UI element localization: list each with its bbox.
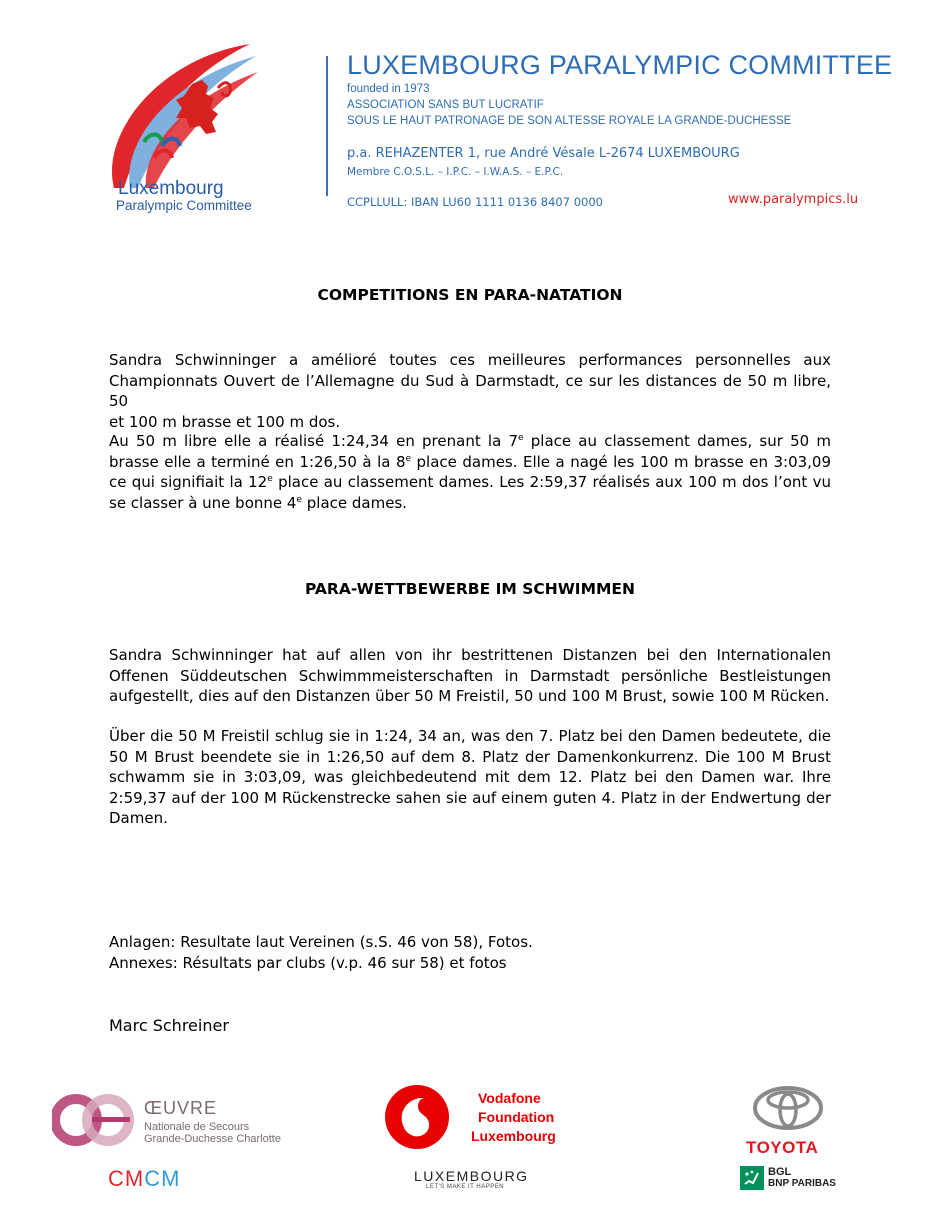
text-line: Au 50 m libre elle a réalisé 1:24,34 en prenant la 7e place au classement dames, sur 50 m [109,432,832,450]
bnp-text: BNP PARIBAS [768,1178,836,1189]
oeuvre-title: ŒUVRE [144,1098,218,1118]
text-line: schwamm sie in 3:03,09, was gleichbedeutend mit dem 12. Platz bei den Damen war. Ihre [109,768,831,786]
cmcm-logo [108,1166,180,1192]
oeuvre-subtitle-1: Nationale de Secours [144,1121,250,1133]
toyota-emblem-icon [752,1086,824,1130]
german-paragraph-1 [109,645,831,707]
text-line: Über die 50 M Freistil schlug sie in 1:24, 34 an, was den 7. Platz bei den Damen bedeutete, die [109,727,831,745]
bgl-text: BGL [768,1166,792,1178]
logo-text-committee: Paralympic Committee [116,198,252,213]
address-line: p.a. REHAZENTER 1, rue André Vésale L-2674 LUXEMBOURG [347,146,740,161]
german-paragraph-2 [109,726,831,829]
german-heading: PARA-WETTBEWERBE IM SCHWIMMEN [305,580,635,598]
members-line: Membre C.O.S.L. – I.P.C. – I.W.A.S. – E.P.C. [347,166,564,178]
bnp-stars-icon [740,1166,764,1190]
toyota-logo [746,1086,836,1158]
luxembourg-brand-logo [414,1168,534,1190]
vodafone-foundation-logo [384,1084,584,1154]
french-paragraph-2 [109,431,831,513]
text-line: ce qui signifiait la 12e place au classement dames. Les 2:59,37 réalisés aux 100 m dos l’ont vu [109,473,831,491]
logo-text-luxembourg: Luxembourg [118,178,224,199]
text-line: Sandra Schwinninger hat auf allen von ihr bestrittenen Distanzen bei den Internationalen [109,646,831,664]
oe-ligature-icon [52,1092,136,1148]
vodafone-speechmark-icon [384,1084,450,1150]
founded-line: founded in 1973 [347,83,430,95]
luxembourg-brand-text: LUXEMBOURG [414,1168,529,1184]
attachments-german: Anlagen: Resultate laut Vereinen (s.S. 46 von 58), Fotos. [109,933,533,951]
text-line: brasse elle a terminé en 1:26,50 à la 8e place dames. Elle a nagé les 100 m brasse en 3:03,09 [109,452,832,471]
iban-line: CCPLLULL: IBAN LU60 1111 0136 8407 0000 [347,195,603,209]
luxembourg-brand-slogan: LET'S MAKE IT HAPPEN [426,1184,505,1190]
french-paragraph-1 [109,350,831,432]
text-line: Championnats Ouvert de l’Allemagne du Sud à Darmstadt, ce sur les distances de 50 m libre, 50 [109,371,831,410]
paralympic-committee-logo [100,38,270,218]
vodafone-line-1: Vodafone [478,1090,541,1106]
header-divider [326,56,328,196]
text-line: et 100 m brasse et 100 m dos. [109,412,341,431]
vodafone-line-3: Luxembourg [471,1128,556,1144]
text-line: se classer à une bonne 4e place dames. [109,493,408,512]
cmcm-text: CMCM [108,1166,181,1191]
vodafone-line-2: Foundation [478,1109,555,1125]
signature: Marc Schreiner [109,1016,229,1035]
french-heading: COMPETITIONS EN PARA-NATATION [317,286,623,304]
text-line: Offenen Süddeutschen Schwimmmeisterschaften in Darmstadt persönliche Bestleistungen [109,666,831,685]
oeuvre-logo [52,1092,292,1148]
organization-name: LUXEMBOURG PARALYMPIC COMMITTEE [347,50,893,80]
toyota-text: TOYOTA [746,1138,819,1157]
association-line: ASSOCIATION SANS BUT LUCRATIF [347,99,544,111]
website-link[interactable]: www.paralympics.lu [728,192,859,207]
attachments-french: Annexes: Résultats par clubs (v.p. 46 sur 58) et fotos [109,954,507,972]
text-line: aufgestellt, dies auf den Distanzen über 50 M Freistil, 50 und 100 M Brust, sowie 100 M Rücken. [109,687,830,705]
oeuvre-subtitle-2: Grande-Duchesse Charlotte [144,1133,281,1145]
patronage-line: SOUS LE HAUT PATRONAGE DE SON ALTESSE ROYALE LA GRANDE-DUCHESSE [347,115,792,127]
bgl-bnp-paribas-logo [740,1166,850,1192]
text-line: Damen. [109,809,168,827]
text-line: 2:59,37 auf der 100 M Rückenstrecke sahen sie auf einem guten 4. Platz in der Endwertung der [109,788,831,807]
text-line: 50 M Brust beendete sie in 1:26,50 auf dem 8. Platz der Damenkonkurrenz. Die 100 M Brust [109,747,831,766]
text-line: Sandra Schwinninger a amélioré toutes ces meilleures performances personnelles aux [109,351,831,369]
